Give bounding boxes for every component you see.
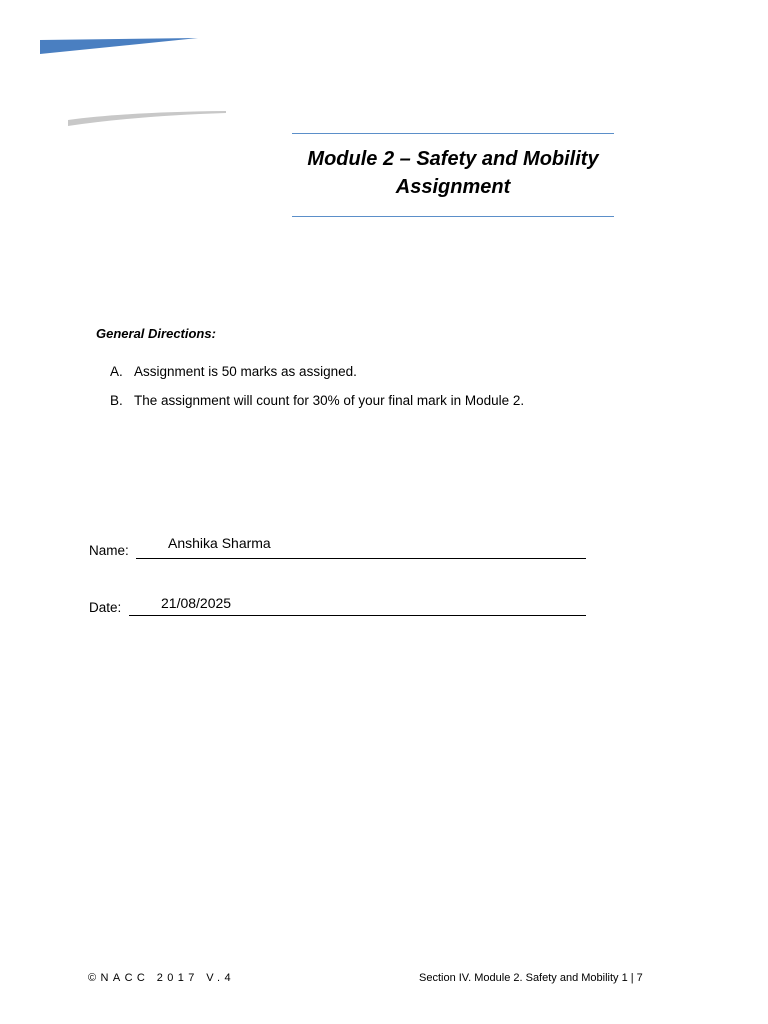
date-underline <box>129 615 586 616</box>
list-marker: A. <box>110 364 123 379</box>
header-grey-swoosh <box>66 108 228 128</box>
footer-page-info: Section IV. Module 2. Safety and Mobility 1 | 7 <box>419 972 643 984</box>
title-line-2: Assignment <box>395 176 511 198</box>
directions-list <box>110 363 524 421</box>
name-underline <box>136 558 586 559</box>
title-rule-bottom <box>292 216 614 217</box>
header-blue-swoosh <box>40 38 200 56</box>
list-item-text: The assignment will count for 30% of your final mark in Module 2. <box>134 393 525 408</box>
title-line-1: Module 2 – Safety and Mobility <box>307 148 599 170</box>
date-field[interactable]: 21/08/2025 <box>161 595 232 611</box>
title-rule-top <box>292 133 614 134</box>
footer-copyright: ©NACC 2017 V.4 <box>88 972 235 984</box>
page-title <box>292 145 614 201</box>
directions-heading: General Directions: <box>96 326 216 341</box>
name-field[interactable]: Anshika Sharma <box>168 535 271 551</box>
name-label: Name: <box>89 543 129 558</box>
list-item-text: Assignment is 50 marks as assigned. <box>134 364 357 379</box>
list-item <box>110 363 524 392</box>
list-item <box>110 392 524 421</box>
list-marker: B. <box>110 393 123 408</box>
date-label: Date: <box>89 600 122 615</box>
